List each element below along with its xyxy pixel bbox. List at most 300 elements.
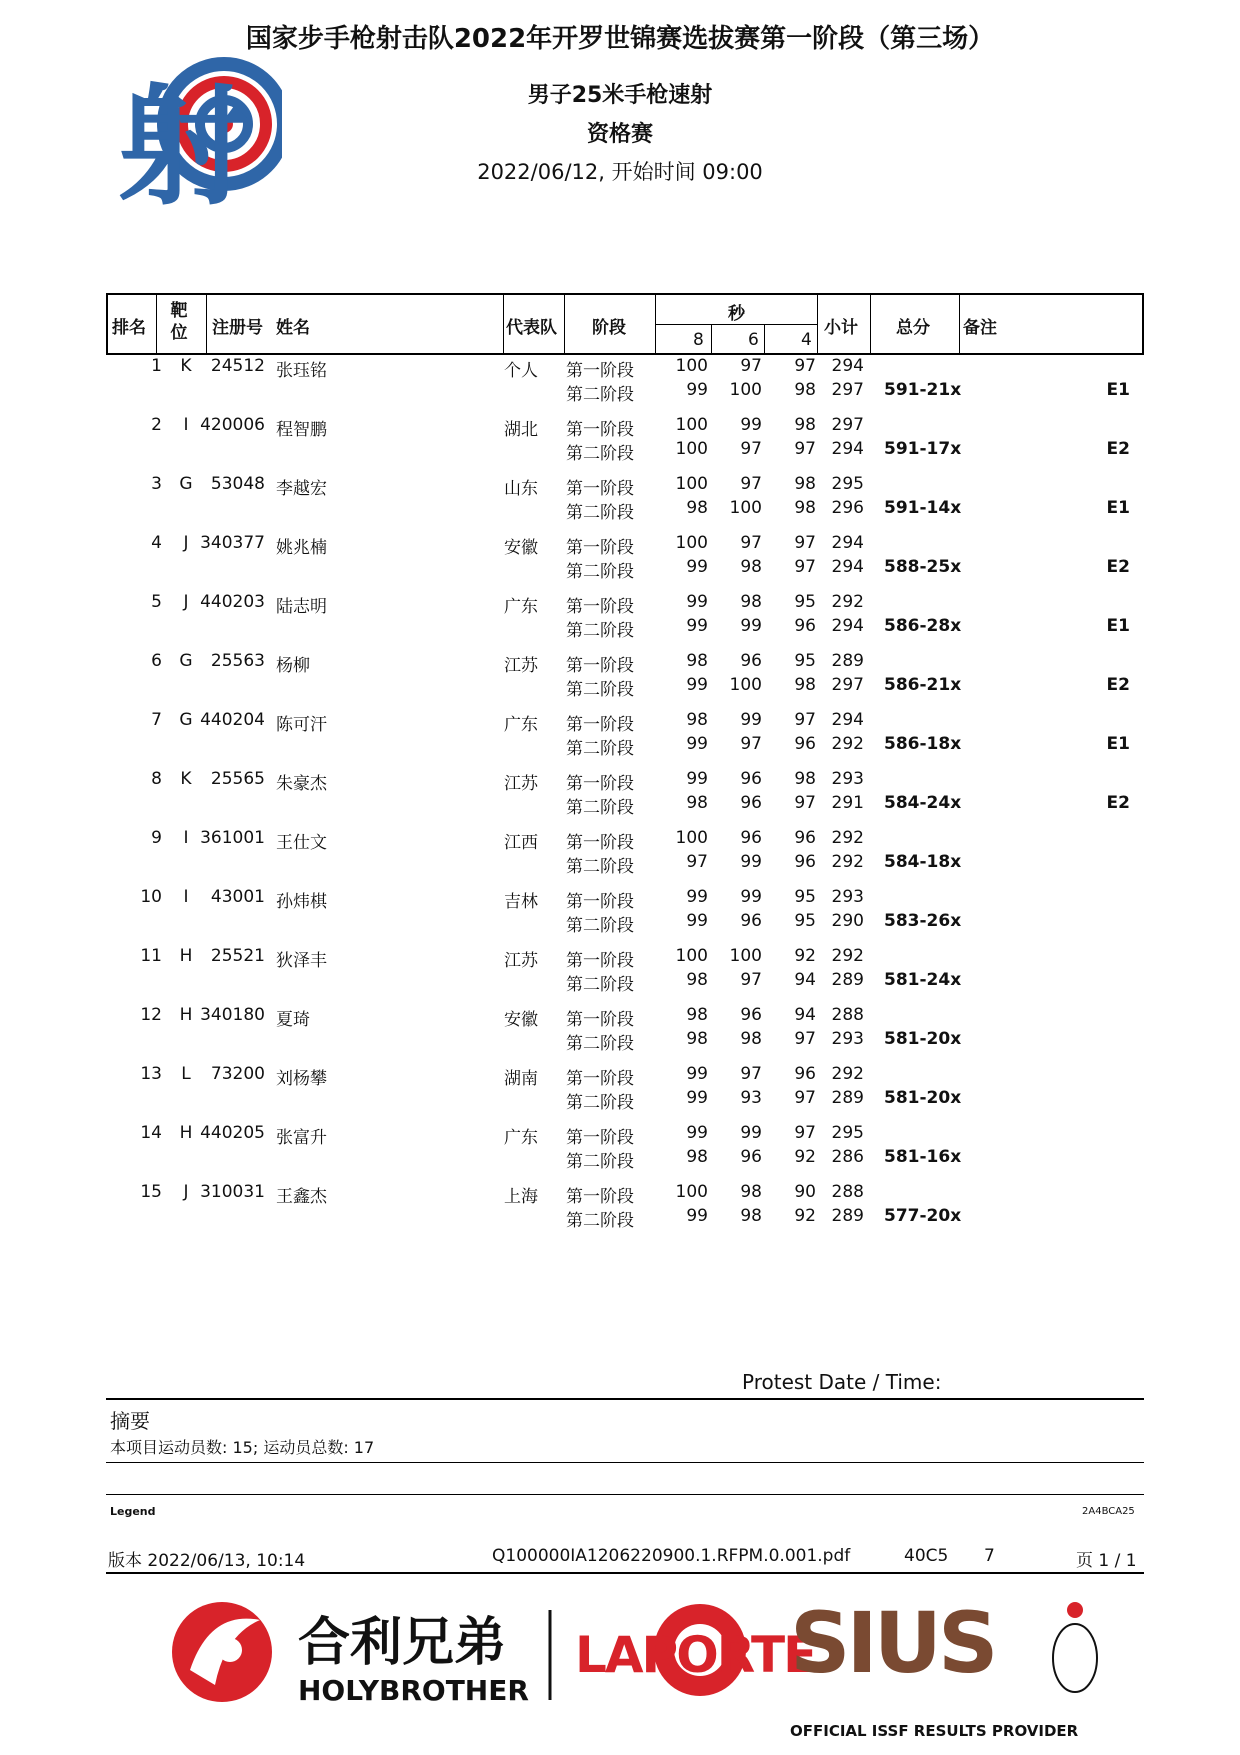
cell-reg: 53048: [210, 474, 265, 494]
th-total: 总分: [896, 318, 930, 338]
cell-bsub: 296: [831, 498, 864, 518]
cell-name: 张富升: [276, 1128, 327, 1148]
cell-b4: 95: [794, 911, 816, 931]
cell-bsub: 290: [831, 911, 864, 931]
cell-name: 李越宏: [276, 479, 327, 499]
cell-name: 杨柳: [276, 656, 310, 676]
cell-a8: 99: [686, 592, 708, 612]
cell-s1: 第一阶段: [566, 361, 634, 381]
legend-label: Legend: [110, 1505, 156, 1518]
cell-s1: 第一阶段: [566, 1187, 634, 1207]
cell-target: J: [183, 1182, 189, 1202]
table-row: [0, 710, 1240, 769]
cell-s1: 第一阶段: [566, 538, 634, 558]
cell-s2: 第二阶段: [566, 680, 634, 700]
cell-a8: 99: [686, 1064, 708, 1084]
cell-rank: 8: [151, 769, 162, 789]
cell-team: 上海: [504, 1187, 538, 1207]
holybrother-en: HOLYBROTHER: [298, 1674, 529, 1707]
cell-a6: 98: [740, 1182, 762, 1202]
cell-a6: 97: [740, 1064, 762, 1084]
cell-asub: 294: [831, 533, 864, 553]
cell-note: E2: [1106, 439, 1130, 459]
phase-name: 资格赛: [586, 122, 653, 147]
cell-total: 591-21x: [884, 380, 962, 400]
cell-name: 陆志明: [276, 597, 327, 617]
cell-s1: 第一阶段: [566, 1010, 634, 1030]
cell-bsub: 292: [831, 734, 864, 754]
th-target: 靶位: [170, 301, 188, 343]
cell-reg: 440205: [200, 1123, 265, 1143]
cell-a4: 95: [794, 887, 816, 907]
cell-name: 陈可汗: [276, 715, 327, 735]
cell-a4: 97: [794, 1123, 816, 1143]
cell-target: I: [183, 415, 189, 435]
cell-b4: 92: [794, 1147, 816, 1167]
cell-b8: 99: [686, 1206, 708, 1226]
cell-total: 591-17x: [884, 439, 962, 459]
table-row: [0, 1064, 1240, 1123]
cell-asub: 289: [831, 651, 864, 671]
cell-s2: 第二阶段: [566, 739, 634, 759]
cell-asub: 288: [831, 1182, 864, 1202]
cell-s1: 第一阶段: [566, 1128, 634, 1148]
cell-bsub: 289: [831, 1088, 864, 1108]
cell-name: 张珏铭: [276, 361, 327, 381]
th-s6: 6: [748, 330, 759, 350]
cell-total: 581-16x: [884, 1147, 962, 1167]
cell-a8: 98: [686, 1005, 708, 1025]
cell-a8: 100: [675, 828, 708, 848]
cell-name: 姚兆楠: [276, 538, 327, 558]
protest-label: Protest Date / Time:: [742, 1370, 942, 1394]
cell-total: 586-28x: [884, 616, 962, 636]
cell-b6: 96: [740, 911, 762, 931]
cell-bsub: 286: [831, 1147, 864, 1167]
th-rank: 排名: [112, 318, 146, 338]
cell-note: E1: [1106, 498, 1130, 518]
table-row: [0, 533, 1240, 592]
table-row: [0, 769, 1240, 828]
cell-b6: 97: [740, 439, 762, 459]
cell-reg: 440204: [200, 710, 265, 730]
cell-name: 狄泽丰: [276, 951, 327, 971]
th-name: 姓名: [276, 318, 310, 338]
cell-a4: 98: [794, 769, 816, 789]
cell-reg: 73200: [210, 1064, 265, 1084]
cell-name: 程智鹏: [276, 420, 327, 440]
cell-bsub: 291: [831, 793, 864, 813]
cell-rank: 2: [151, 415, 162, 435]
cell-note: E1: [1106, 380, 1130, 400]
cell-s2: 第二阶段: [566, 385, 634, 405]
cell-rank: 3: [151, 474, 162, 494]
cell-bsub: 294: [831, 557, 864, 577]
table-row: [0, 1123, 1240, 1182]
sponsor-logos: [170, 1590, 1140, 1745]
table-row: [0, 592, 1240, 651]
cell-team: 湖南: [504, 1069, 538, 1089]
cell-a4: 95: [794, 592, 816, 612]
table-row: [0, 1005, 1240, 1064]
cell-b4: 98: [794, 380, 816, 400]
cell-a6: 99: [740, 415, 762, 435]
cell-b4: 98: [794, 498, 816, 518]
cell-a4: 96: [794, 1064, 816, 1084]
cell-s2: 第二阶段: [566, 562, 634, 582]
cell-b6: 93: [740, 1088, 762, 1108]
cell-note: E1: [1106, 616, 1130, 636]
cell-a8: 98: [686, 651, 708, 671]
cell-s1: 第一阶段: [566, 833, 634, 853]
cell-a6: 97: [740, 533, 762, 553]
cell-bsub: 294: [831, 439, 864, 459]
cell-target: I: [183, 887, 189, 907]
cell-s2: 第二阶段: [566, 798, 634, 818]
cell-a8: 99: [686, 769, 708, 789]
cell-a6: 99: [740, 710, 762, 730]
cell-rank: 12: [140, 1005, 162, 1025]
footer-file: Q100000IA1206220900.1.RFPM.0.001.pdf: [492, 1546, 851, 1566]
table-row: [0, 474, 1240, 533]
cell-name: 王仕文: [276, 833, 327, 853]
cell-rank: 7: [151, 710, 162, 730]
th-s8: 8: [693, 330, 704, 350]
cell-asub: 288: [831, 1005, 864, 1025]
cell-a6: 99: [740, 1123, 762, 1143]
cell-target: H: [179, 946, 193, 966]
cell-b4: 98: [794, 675, 816, 695]
cell-s1: 第一阶段: [566, 597, 634, 617]
cell-total: 581-20x: [884, 1088, 962, 1108]
cell-rank: 15: [140, 1182, 162, 1202]
holybrother-cn: 合利兄弟: [298, 1613, 507, 1673]
cell-s2: 第二阶段: [566, 916, 634, 936]
cell-target: H: [179, 1005, 193, 1025]
cell-target: K: [180, 356, 192, 376]
cell-team: 江西: [504, 833, 538, 853]
cell-asub: 297: [831, 415, 864, 435]
cell-b6: 100: [729, 675, 762, 695]
cell-a6: 100: [729, 946, 762, 966]
cell-reg: 440203: [200, 592, 265, 612]
cell-b6: 96: [740, 793, 762, 813]
cell-s2: 第二阶段: [566, 1034, 634, 1054]
cell-team: 个人: [504, 361, 538, 381]
cell-b4: 94: [794, 970, 816, 990]
cell-asub: 293: [831, 769, 864, 789]
cell-bsub: 289: [831, 1206, 864, 1226]
cell-s2: 第二阶段: [566, 857, 634, 877]
event-name: 男子25米手枪速射: [527, 83, 713, 108]
footer-code2: 7: [984, 1546, 995, 1566]
cell-asub: 292: [831, 828, 864, 848]
cell-b4: 92: [794, 1206, 816, 1226]
cell-b4: 96: [794, 616, 816, 636]
cell-b6: 98: [740, 557, 762, 577]
start-datetime: 2022/06/12, 开始时间 09:00: [477, 160, 763, 184]
cell-a4: 96: [794, 828, 816, 848]
cell-name: 王鑫杰: [276, 1187, 327, 1207]
cell-b6: 100: [729, 380, 762, 400]
cell-rank: 13: [140, 1064, 162, 1084]
cell-asub: 295: [831, 474, 864, 494]
cell-s1: 第一阶段: [566, 420, 634, 440]
cell-rank: 11: [140, 946, 162, 966]
table-row: [0, 946, 1240, 1005]
footer-code1: 40C5: [904, 1546, 949, 1566]
cell-note: E1: [1106, 734, 1130, 754]
cell-asub: 294: [831, 356, 864, 376]
cell-asub: 295: [831, 1123, 864, 1143]
cell-s2: 第二阶段: [566, 444, 634, 464]
cell-reg: 310031: [200, 1182, 265, 1202]
cell-target: L: [181, 1064, 191, 1084]
sius-logo: [790, 1594, 1097, 1740]
cell-total: 577-20x: [884, 1206, 962, 1226]
svg-text:射: 射: [118, 71, 249, 217]
cell-a6: 97: [740, 356, 762, 376]
cell-total: 583-26x: [884, 911, 962, 931]
cell-b8: 98: [686, 793, 708, 813]
cell-a4: 97: [794, 533, 816, 553]
cell-b8: 98: [686, 970, 708, 990]
cell-b8: 100: [675, 439, 708, 459]
cell-rank: 10: [140, 887, 162, 907]
cell-b6: 100: [729, 498, 762, 518]
summary-text: 本项目运动员数: 15; 运动员总数: 17: [110, 1438, 375, 1457]
sius-tagline: OFFICIAL ISSF RESULTS PROVIDER: [790, 1722, 1079, 1740]
th-stage: 阶段: [592, 318, 626, 338]
cell-b8: 97: [686, 852, 708, 872]
cell-name: 朱豪杰: [276, 774, 327, 794]
cell-rank: 9: [151, 828, 162, 848]
cell-asub: 292: [831, 946, 864, 966]
cell-a8: 100: [675, 533, 708, 553]
cell-asub: 292: [831, 1064, 864, 1084]
cell-s2: 第二阶段: [566, 1211, 634, 1231]
cell-a6: 97: [740, 474, 762, 494]
results-table-header: [106, 293, 1144, 355]
cell-a4: 94: [794, 1005, 816, 1025]
cell-b8: 99: [686, 380, 708, 400]
cell-b4: 97: [794, 439, 816, 459]
cell-target: H: [179, 1123, 193, 1143]
cell-s2: 第二阶段: [566, 975, 634, 995]
cell-s1: 第一阶段: [566, 479, 634, 499]
cell-note: E2: [1106, 793, 1130, 813]
cell-bsub: 293: [831, 1029, 864, 1049]
table-row: [0, 415, 1240, 474]
table-row: [0, 356, 1240, 415]
cell-reg: 340377: [200, 533, 265, 553]
cell-team: 湖北: [504, 420, 538, 440]
table-row: [0, 828, 1240, 887]
cell-s1: 第一阶段: [566, 656, 634, 676]
cell-b8: 99: [686, 616, 708, 636]
cell-team: 广东: [504, 715, 538, 735]
cell-s1: 第一阶段: [566, 1069, 634, 1089]
cell-a4: 97: [794, 356, 816, 376]
cell-total: 591-14x: [884, 498, 962, 518]
summary-title: 摘要: [110, 1409, 150, 1433]
cell-a8: 98: [686, 710, 708, 730]
laporte-text: LAPORTE: [575, 1626, 816, 1684]
cell-a6: 98: [740, 592, 762, 612]
cell-total: 588-25x: [884, 557, 962, 577]
cell-reg: 43001: [210, 887, 265, 907]
cell-b6: 99: [740, 852, 762, 872]
cell-target: G: [179, 710, 193, 730]
cell-reg: 361001: [200, 828, 265, 848]
table-row: [0, 1182, 1240, 1241]
cell-a4: 90: [794, 1182, 816, 1202]
cell-asub: 294: [831, 710, 864, 730]
cell-b6: 98: [740, 1029, 762, 1049]
cell-team: 广东: [504, 1128, 538, 1148]
cell-a8: 100: [675, 474, 708, 494]
table-row: [0, 651, 1240, 710]
cell-b4: 97: [794, 1088, 816, 1108]
cell-a8: 99: [686, 1123, 708, 1143]
cell-s1: 第一阶段: [566, 951, 634, 971]
holybrother-logo: [172, 1602, 529, 1707]
cell-b8: 99: [686, 911, 708, 931]
cell-rank: 5: [151, 592, 162, 612]
cell-name: 刘杨攀: [276, 1069, 327, 1089]
cell-a4: 97: [794, 710, 816, 730]
cell-a8: 100: [675, 356, 708, 376]
laporte-logo: [575, 1604, 815, 1696]
cell-a8: 99: [686, 887, 708, 907]
cell-a6: 96: [740, 769, 762, 789]
cell-name: 夏琦: [276, 1010, 310, 1030]
cell-s2: 第二阶段: [566, 503, 634, 523]
cell-team: 安徽: [504, 1010, 538, 1030]
cell-note: E2: [1106, 557, 1130, 577]
footer-page: 页 1 / 1: [1076, 1551, 1137, 1571]
cell-rank: 14: [140, 1123, 162, 1143]
cell-name: 孙炜棋: [276, 892, 327, 912]
cell-a8: 100: [675, 946, 708, 966]
cell-bsub: 297: [831, 675, 864, 695]
doc-code: 2A4BCA25: [1082, 1506, 1135, 1517]
th-note: 备注: [963, 318, 997, 338]
cell-team: 广东: [504, 597, 538, 617]
th-subtotal: 小计: [824, 318, 858, 338]
cell-asub: 293: [831, 887, 864, 907]
cell-b8: 99: [686, 734, 708, 754]
sius-text: SIUS: [790, 1594, 995, 1692]
th-seconds: 秒: [728, 304, 745, 324]
cell-team: 安徽: [504, 538, 538, 558]
cell-s2: 第二阶段: [566, 1152, 634, 1172]
cell-rank: 1: [151, 356, 162, 376]
cell-b6: 99: [740, 616, 762, 636]
cell-b8: 98: [686, 498, 708, 518]
cell-b4: 97: [794, 1029, 816, 1049]
cell-reg: 25521: [210, 946, 265, 966]
cell-bsub: 297: [831, 380, 864, 400]
cell-asub: 292: [831, 592, 864, 612]
table-row: [0, 887, 1240, 946]
cell-s1: 第一阶段: [566, 774, 634, 794]
cell-b8: 98: [686, 1147, 708, 1167]
cell-target: J: [183, 533, 189, 553]
cell-s2: 第二阶段: [566, 1093, 634, 1113]
cell-rank: 4: [151, 533, 162, 553]
cell-a4: 92: [794, 946, 816, 966]
report-title: 国家步手枪射击队2022年开罗世锦赛选拔赛第一阶段（第三场）: [245, 24, 995, 54]
th-s4: 4: [801, 330, 812, 350]
cell-reg: 25565: [210, 769, 265, 789]
cell-b6: 97: [740, 970, 762, 990]
cell-a6: 96: [740, 828, 762, 848]
cell-b8: 98: [686, 1029, 708, 1049]
cell-team: 江苏: [504, 774, 538, 794]
cell-b6: 98: [740, 1206, 762, 1226]
cell-total: 586-18x: [884, 734, 962, 754]
cell-target: I: [183, 828, 189, 848]
cell-total: 584-18x: [884, 852, 962, 872]
cell-total: 584-24x: [884, 793, 962, 813]
th-team: 代表队: [506, 318, 557, 338]
cell-s2: 第二阶段: [566, 621, 634, 641]
cell-a4: 98: [794, 415, 816, 435]
cell-bsub: 289: [831, 970, 864, 990]
cell-b4: 96: [794, 852, 816, 872]
cell-target: G: [179, 474, 193, 494]
cell-b8: 99: [686, 1088, 708, 1108]
cell-reg: 340180: [200, 1005, 265, 1025]
cell-b8: 99: [686, 675, 708, 695]
cell-team: 江苏: [504, 951, 538, 971]
cell-a8: 100: [675, 415, 708, 435]
cell-b4: 97: [794, 557, 816, 577]
cell-team: 吉林: [504, 892, 538, 912]
cell-team: 山东: [504, 479, 538, 499]
cell-a4: 95: [794, 651, 816, 671]
cell-a4: 98: [794, 474, 816, 494]
cell-target: J: [183, 592, 189, 612]
cell-a6: 99: [740, 887, 762, 907]
th-reg: 注册号: [212, 318, 263, 338]
cell-s1: 第一阶段: [566, 715, 634, 735]
cell-reg: 420006: [200, 415, 265, 435]
cell-target: G: [179, 651, 193, 671]
cell-rank: 6: [151, 651, 162, 671]
cell-b4: 97: [794, 793, 816, 813]
footer-version: 版本 2022/06/13, 10:14: [108, 1551, 306, 1571]
cell-bsub: 294: [831, 616, 864, 636]
cell-total: 581-24x: [884, 970, 962, 990]
cell-target: K: [180, 769, 192, 789]
cell-total: 586-21x: [884, 675, 962, 695]
cell-reg: 25563: [210, 651, 265, 671]
cell-reg: 24512: [210, 356, 265, 376]
cell-a6: 96: [740, 1005, 762, 1025]
cell-note: E2: [1106, 675, 1130, 695]
cell-b6: 96: [740, 1147, 762, 1167]
cell-a6: 96: [740, 651, 762, 671]
cell-b8: 99: [686, 557, 708, 577]
cell-bsub: 292: [831, 852, 864, 872]
cell-b4: 96: [794, 734, 816, 754]
cell-s1: 第一阶段: [566, 892, 634, 912]
cell-a8: 100: [675, 1182, 708, 1202]
cell-total: 581-20x: [884, 1029, 962, 1049]
cell-b6: 97: [740, 734, 762, 754]
